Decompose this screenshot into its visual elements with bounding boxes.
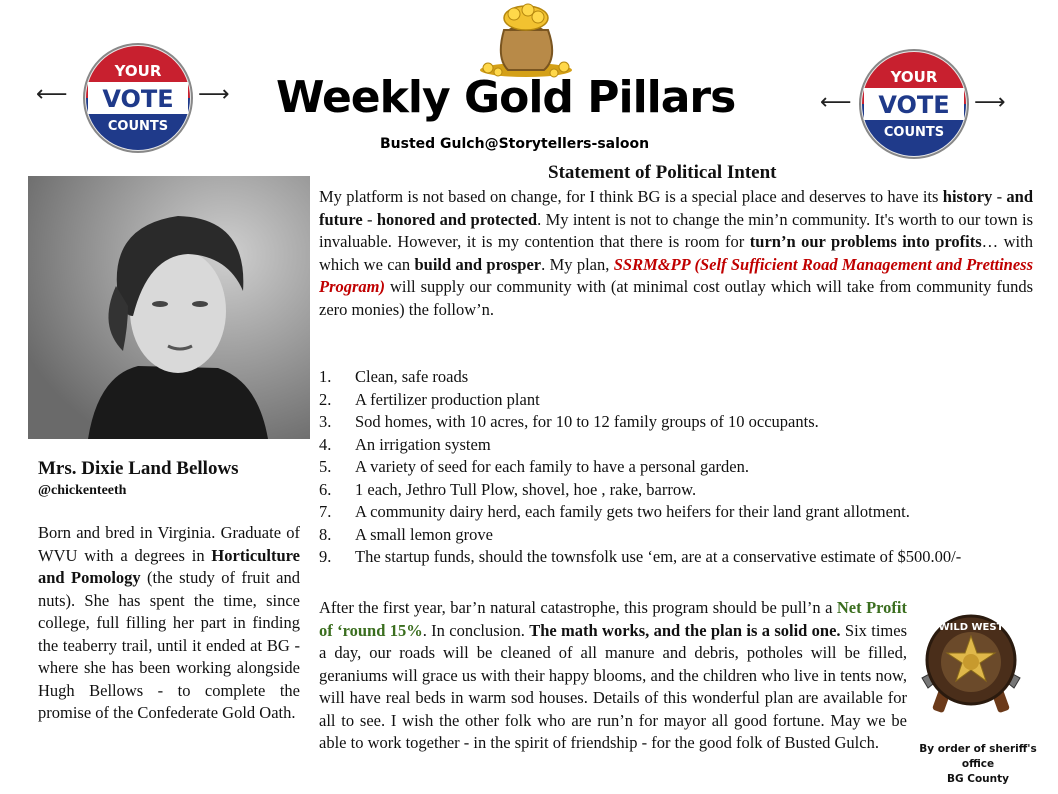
intro-text: . My intent is not to change the min’n community. It's worth to our town is invaluable. However, it is my contention that there is room for (319, 209, 1033, 251)
list-number: 1. (319, 367, 332, 386)
svg-text:COUNTS: COUNTS (107, 119, 169, 134)
svg-text:WILD WEST: WILD WEST (938, 622, 1004, 633)
masthead-title: Weekly Gold Pillars (276, 72, 736, 123)
intro-emphasis: honored and protected (376, 209, 538, 229)
list-item (319, 456, 1035, 479)
conclusion-text: Six times a day, our roads will be cleaned of all manure and debris, potholes will be filled, geraniums will grace us with their happy blooms, and the children who live in tents now, will have real beds in warm sod houses. Details of this wonderful plan are available for all to see. I wish the other folk who are run’n for mayor all good fortune. May we be able to work together - in the spirit of friendship - for the good folk of Busted Gulch. (319, 620, 907, 752)
svg-text:YOUR: YOUR (890, 68, 938, 86)
list-text: Sod homes, with 10 acres, for 10 to 12 family groups of 10 occupants. (355, 412, 819, 431)
intro-text: will supply our community with (at minimal cost outlay which will take from community funds zero monies) the follow’n. (319, 277, 1033, 319)
intro-emphasis: turn’n our problems into profits (749, 232, 982, 251)
list-number: 9. (319, 547, 332, 566)
bio-degree: Horticulture and Pomology (38, 545, 300, 587)
svg-text:YOUR: YOUR (114, 62, 162, 80)
candidate-name: Mrs. Dixie Land Bellows (38, 458, 239, 479)
intro-text: My platform is not based on change, for I think BG is a special place and deserves to have its (319, 187, 943, 206)
right-arrow-icon: ⟶ (974, 90, 1006, 115)
plan-list (319, 366, 1035, 569)
list-text: The startup funds, should the townsfolk use ‘em, are at a conservative estimate of $500.00/- (355, 547, 962, 566)
conclusion-emphasis: The math works, and the plan is a solid one. (529, 620, 841, 640)
list-number: 2. (319, 389, 332, 409)
candidate-handle: @chickenteeth (38, 483, 127, 498)
list-item (319, 411, 1035, 434)
list-number: 5. (319, 457, 332, 476)
conclusion-text: . In conclusion. (422, 620, 530, 640)
program-name: SSRM&PP (Self Sufficient Road Management and Prettiness Program) (319, 254, 1034, 296)
svg-text:VOTE: VOTE (102, 85, 174, 113)
left-arrow-icon: ⟵ (36, 82, 68, 107)
list-item (319, 524, 1035, 547)
money-bag-icon (474, 0, 578, 78)
candidate-bio (38, 522, 300, 725)
sheriff-caption-line1: By order of sheriff's office (919, 743, 1037, 770)
bio-text: Born and bred in Virginia. Graduate of WVU with a degrees in (38, 523, 300, 565)
intro-text: . My plan, (541, 254, 614, 274)
list-item (319, 479, 1035, 502)
statement-title: Statement of Political Intent (548, 162, 777, 183)
intro-text: - (992, 187, 1007, 206)
list-number: 6. (319, 479, 332, 499)
list-item (319, 434, 1035, 457)
svg-text:VOTE: VOTE (878, 91, 950, 119)
conclusion-text: After the first year, bar’n natural catastrophe, this program should be pull’n a (319, 598, 837, 617)
intro-emphasis: history (942, 187, 993, 206)
list-number: 3. (319, 412, 332, 431)
list-item (319, 389, 1035, 412)
byline: Busted Gulch@Storytellers-saloon (380, 136, 650, 152)
list-item (319, 366, 1035, 389)
sheriff-caption (906, 742, 1050, 787)
svg-text:COUNTS: COUNTS (883, 125, 945, 140)
list-number: 8. (319, 524, 332, 544)
list-text: Clean, safe roads (355, 367, 469, 386)
sheriff-badge-icon (914, 606, 1028, 720)
list-number: 7. (319, 502, 332, 521)
left-arrow-icon: ⟵ (820, 90, 852, 115)
list-text: A fertilizer production plant (355, 389, 540, 409)
right-arrow-icon: ⟶ (198, 82, 230, 107)
sheriff-caption-line2: BG County (946, 773, 1009, 785)
list-text: A variety of seed for each family to have a personal garden. (355, 457, 750, 476)
vote-counts-badge-left (82, 42, 194, 154)
statement-conclusion (319, 597, 907, 755)
list-text: 1 each, Jethro Tull Plow, shovel, hoe , rake, barrow. (355, 479, 697, 499)
intro-emphasis: build and prosper (414, 254, 542, 274)
intro-text: - (362, 209, 377, 229)
intro-emphasis: and future (319, 187, 1033, 229)
list-item (319, 546, 1035, 569)
bio-text: (the study of fruit and nuts). She has spent the time, since college, full filling her part in finding the teaberry trail, until it ended at BG - where she has been working alongside Hugh Bellows - to complete the promise of the Confederate Gold Oath. (38, 568, 300, 722)
list-text: A small lemon grove (355, 524, 493, 544)
list-text: An irrigation system (355, 434, 491, 454)
net-profit-highlight: Net Profit of ‘round 15% (319, 598, 907, 640)
vote-counts-badge-right (858, 48, 970, 160)
list-item (319, 501, 1035, 524)
candidate-portrait (28, 176, 310, 439)
statement-intro (319, 186, 1033, 321)
list-number: 4. (319, 434, 332, 454)
intro-text: … with which we can (319, 232, 1033, 274)
list-text: A community dairy herd, each family gets two heifers for their land grant allotment. (355, 502, 910, 521)
